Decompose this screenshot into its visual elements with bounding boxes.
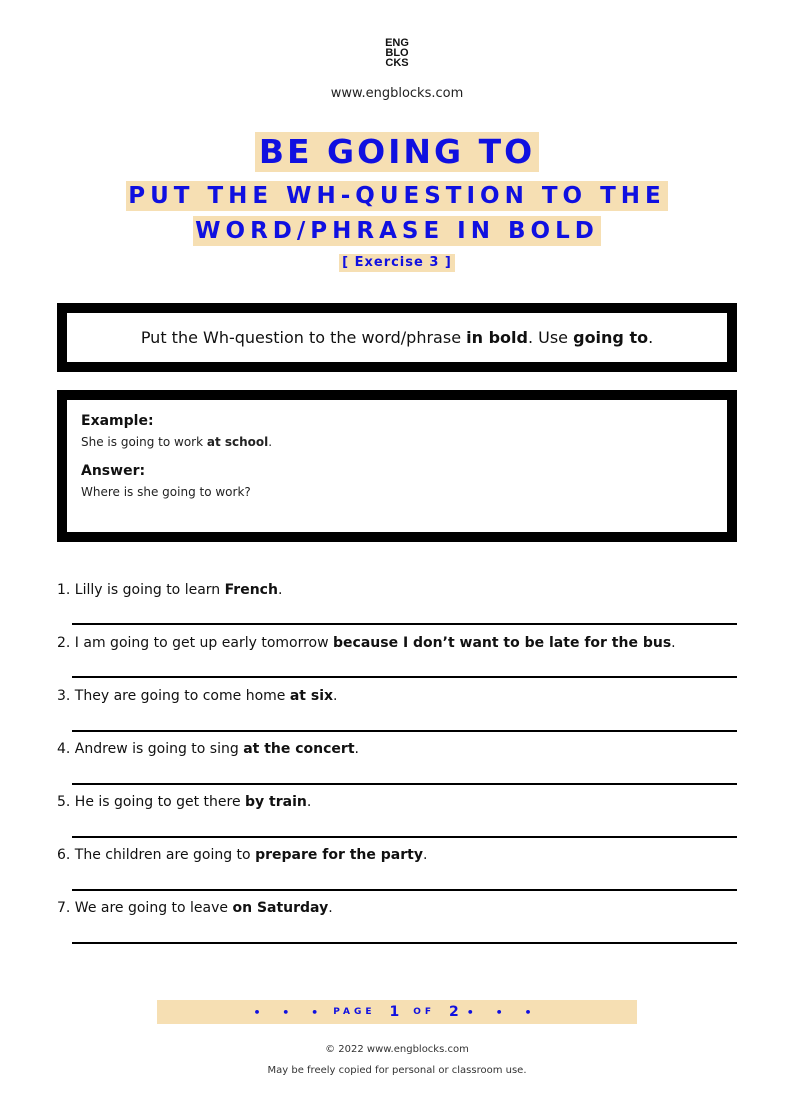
question-6-end: . — [422, 847, 428, 863]
question-5-end: . — [306, 794, 312, 810]
answer-line-7[interactable] — [72, 942, 737, 944]
example-end: . — [268, 435, 273, 449]
subtitle-line-1-wrap — [0, 181, 794, 211]
answer-line-2[interactable] — [72, 676, 737, 678]
title-main-wrap — [0, 132, 794, 172]
instruction-box — [57, 303, 737, 372]
example-label: Example: — [81, 413, 154, 429]
example-text: She is going to work — [81, 435, 207, 449]
engblocks-logo — [0, 38, 794, 68]
instruction-bold-1: in bold — [466, 328, 528, 347]
question-7-end: . — [328, 900, 333, 916]
logo-line-3: CKS — [385, 57, 409, 69]
question-7-text: 7. We are going to leave — [57, 900, 233, 916]
copyright-notice: © 2022 www.engblocks.com — [325, 1044, 469, 1055]
question-6-bold: prepare for the party — [255, 847, 423, 863]
question-1 — [57, 582, 282, 598]
license-notice: May be freely copied for personal or classroom use. — [267, 1065, 527, 1076]
question-5 — [57, 794, 311, 810]
page-title: BE GOING TO — [255, 132, 539, 172]
example-box — [57, 390, 737, 542]
question-1-end: . — [277, 582, 283, 598]
of-label: OF — [413, 1007, 436, 1017]
question-4-text: 4. Andrew is going to sing — [57, 741, 244, 757]
exercise-label: [ Exercise 3 ] — [339, 254, 455, 272]
logo-line-2: BLO — [385, 47, 409, 59]
question-2-bold: because I don’t want to be late for the bus — [333, 635, 672, 651]
question-5-text: 5. He is going to get there — [57, 794, 246, 810]
answer-line-1[interactable] — [72, 623, 737, 625]
dots-right: • • • — [466, 1005, 541, 1019]
question-4-end: . — [354, 741, 359, 757]
instruction-part-1: Put the Wh-question to the word/phrase — [140, 328, 467, 347]
answer-line-3[interactable] — [72, 730, 737, 732]
subtitle-line-2: WORD/PHRASE IN BOLD — [195, 218, 599, 244]
example-sentence — [81, 435, 713, 449]
question-2 — [57, 635, 676, 651]
question-3-bold: at six — [289, 688, 334, 704]
question-4-bold: at the concert — [243, 741, 355, 757]
question-4 — [57, 741, 359, 757]
example-bold: at school — [206, 435, 269, 449]
question-7-bold: on Saturday — [232, 900, 329, 916]
question-6-text: 6. The children are going to — [57, 847, 256, 863]
page-indicator — [157, 1000, 637, 1024]
answer-line-4[interactable] — [72, 783, 737, 785]
page-label: PAGE — [333, 1007, 376, 1017]
instruction-part-3: . — [648, 328, 654, 347]
dots-left: • • • — [253, 1005, 328, 1019]
instruction-bold-2: going to — [573, 328, 649, 347]
question-3-text: 3. They are going to come home — [57, 688, 290, 704]
instruction-text — [141, 328, 653, 347]
question-1-bold: French — [224, 582, 278, 598]
question-2-end: . — [671, 635, 676, 651]
subtitle-line-2-wrap — [0, 216, 794, 246]
subtitle-line-1: PUT THE WH-QUESTION TO THE — [128, 183, 666, 209]
logo-line-1: ENG — [385, 37, 409, 49]
question-3 — [57, 688, 337, 704]
answer-label: Answer: — [81, 463, 146, 479]
website-url: www.engblocks.com — [330, 86, 464, 101]
page-total: 2 — [449, 1004, 459, 1020]
instruction-part-2: . Use — [527, 328, 574, 347]
question-7 — [57, 900, 333, 916]
page-current: 1 — [389, 1004, 400, 1020]
answer-text: Where is she going to work? — [81, 485, 251, 499]
answer-line-6[interactable] — [72, 889, 737, 891]
answer-line-5[interactable] — [72, 836, 737, 838]
question-6 — [57, 847, 427, 863]
question-3-end: . — [333, 688, 338, 704]
question-5-bold: by train — [245, 794, 307, 810]
exercise-label-wrap — [0, 251, 794, 272]
question-2-text: 2. I am going to get up early tomorrow — [57, 635, 334, 651]
question-1-text: 1. Lilly is going to learn — [57, 582, 225, 598]
